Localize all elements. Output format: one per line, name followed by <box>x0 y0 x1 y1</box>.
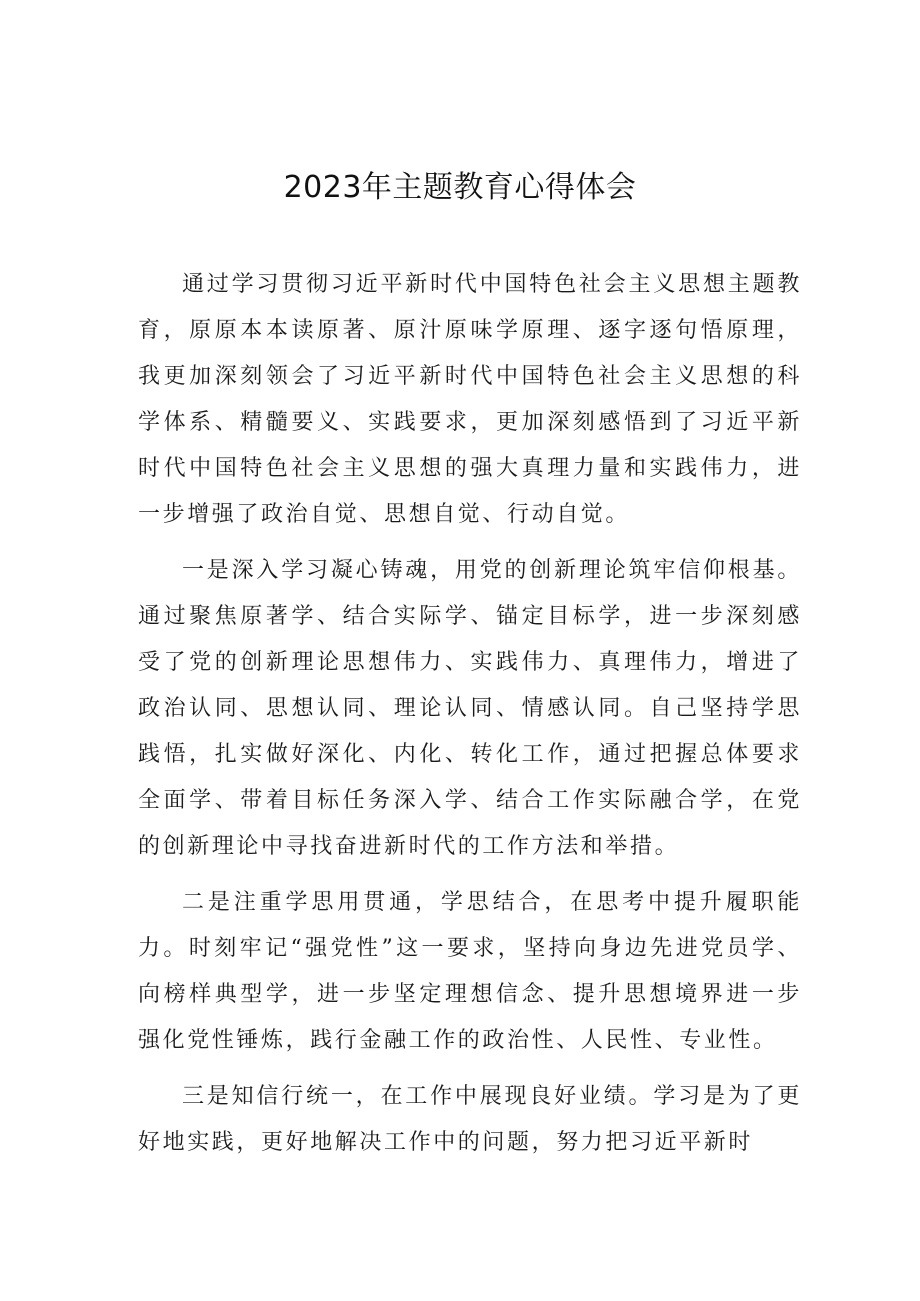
document-body <box>138 262 802 1176</box>
paragraph-intro: 通过学习贯彻习近平新时代中国特色社会主义思想主题教育，原原本本读原著、原汁原味学原理、逐字逐句悟原理，我更加深刻领会了习近平新时代中国特色社会主义思想的科学体系、精髓要义、实践要求，更加深刻感悟到了习近平新时代中国特色社会主义思想的强大真理力量和实践伟力，进一步增强了政治自觉、思想自觉、行动自觉。 <box>138 272 802 527</box>
page-title: 2023年主题教育心得体会 <box>283 170 637 205</box>
paragraph-point-one: 一是深入学习凝心铸魂，用党的创新理论筑牢信仰根基。通过聚焦原著学、结合实际学、锚定目标学，进一步深刻感受了党的创新理论思想伟力、实践伟力、真理伟力，增进了政治认同、思想认同、理论认同、情感认同。自己坚持学思践悟，扎实做好深化、内化、转化工作，通过把握总体要求全面学、带着目标任务深入学、结合工作实际融合学，在党的创新理论中寻找奋进新时代的工作方法和举措。 <box>138 558 802 859</box>
paragraph-point-two: 二是注重学思用贯通，学思结合，在思考中提升履职能力。时刻牢记“强党性”这一要求，坚持向身边先进党员学、向榜样典型学，进一步坚定理想信念、提升思想境界进一步强化党性锤炼，践行金融工作的政治性、人民性、专业性。 <box>138 890 802 1053</box>
paragraph-point-three: 三是知信行统一，在工作中展现良好业绩。学习是为了更好地实践，更好地解决工作中的问题，努力把习近平新时 <box>138 1084 802 1155</box>
